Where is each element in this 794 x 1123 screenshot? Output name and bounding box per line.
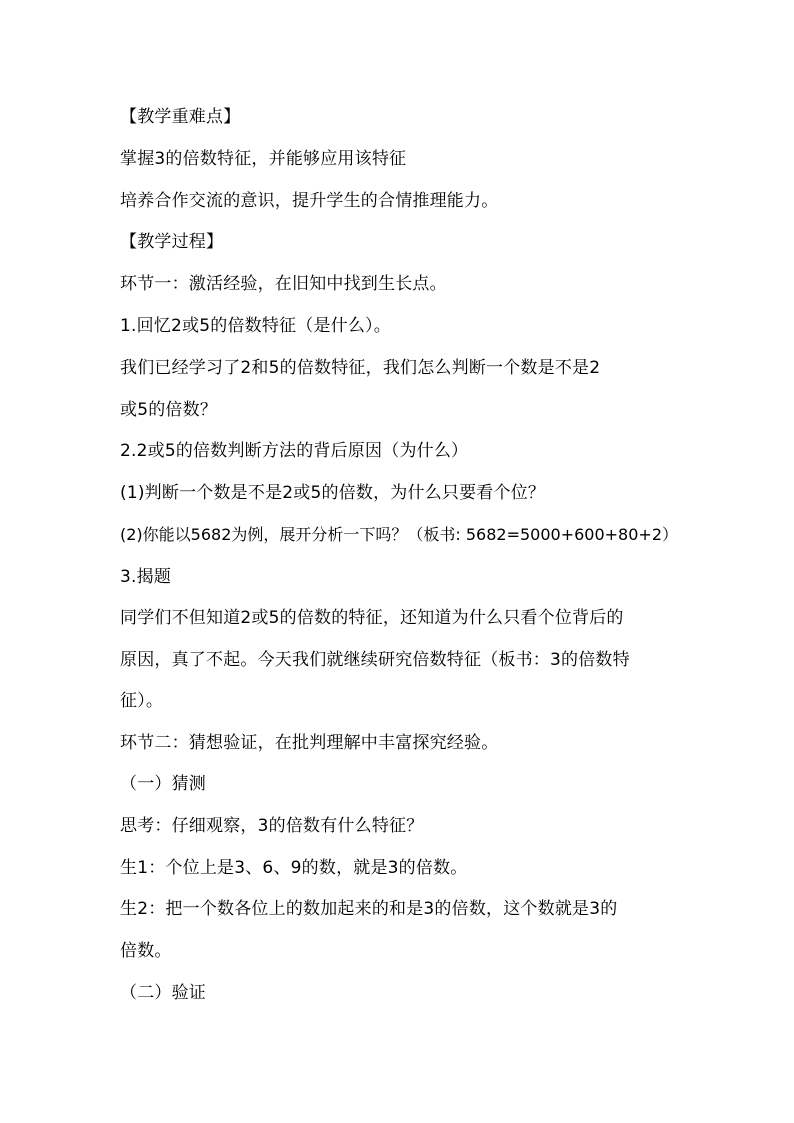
heading-teaching-process: 【教学过程】: [120, 232, 224, 252]
paragraph-line: 培养合作交流的意识，提升学生的合情推理能力。: [120, 191, 499, 211]
paragraph-line: 或5的倍数？: [120, 400, 218, 420]
subheading-verify: （二）验证: [120, 983, 206, 1003]
paragraph-line: 2.2或5的倍数判断方法的背后原因（为什么）: [120, 441, 469, 461]
paragraph-line: 我们已经学习了2和5的倍数特征，我们怎么判断一个数是不是2: [120, 358, 601, 378]
paragraph-line: 3.揭题: [120, 567, 172, 587]
paragraph-line: 同学们不但知道2或5的倍数的特征，还知道为什么只看个位背后的: [120, 608, 624, 628]
paragraph-line: 倍数。: [120, 941, 172, 961]
subheading-guess: （一）猜测: [120, 774, 206, 794]
section-heading-step-two: 环节二：猜想验证，在批判理解中丰富探究经验。: [120, 733, 499, 753]
paragraph-line: 征）。: [120, 691, 164, 711]
paragraph-line: 原因，真了不起。今天我们就继续研究倍数特征（板书：3的倍数特: [120, 650, 630, 670]
paragraph-line: 掌握3的倍数特征，并能够应用该特征: [120, 149, 407, 169]
paragraph-line: 1.回忆2或5的倍数特征（是什么）。: [120, 316, 391, 336]
paragraph-line: (1)判断一个数是不是2或5的倍数，为什么只要看个位？: [120, 483, 546, 503]
paragraph-line: 生1：个位上是3、6、9的数，就是3的倍数。: [120, 858, 468, 878]
section-heading-step-one: 环节一：激活经验，在旧知中找到生长点。: [120, 274, 447, 294]
heading-key-difficulties: 【教学重难点】: [120, 107, 241, 127]
paragraph-line: 思考：仔细观察，3的倍数有什么特征？: [120, 816, 424, 836]
paragraph-line: (2)你能以5682为例，展开分析一下吗？（板书: 5682=5000+600+80+2）: [120, 525, 679, 544]
paragraph-line: 生2：把一个数各位上的数加起来的和是3的倍数，这个数就是3的: [120, 899, 618, 919]
